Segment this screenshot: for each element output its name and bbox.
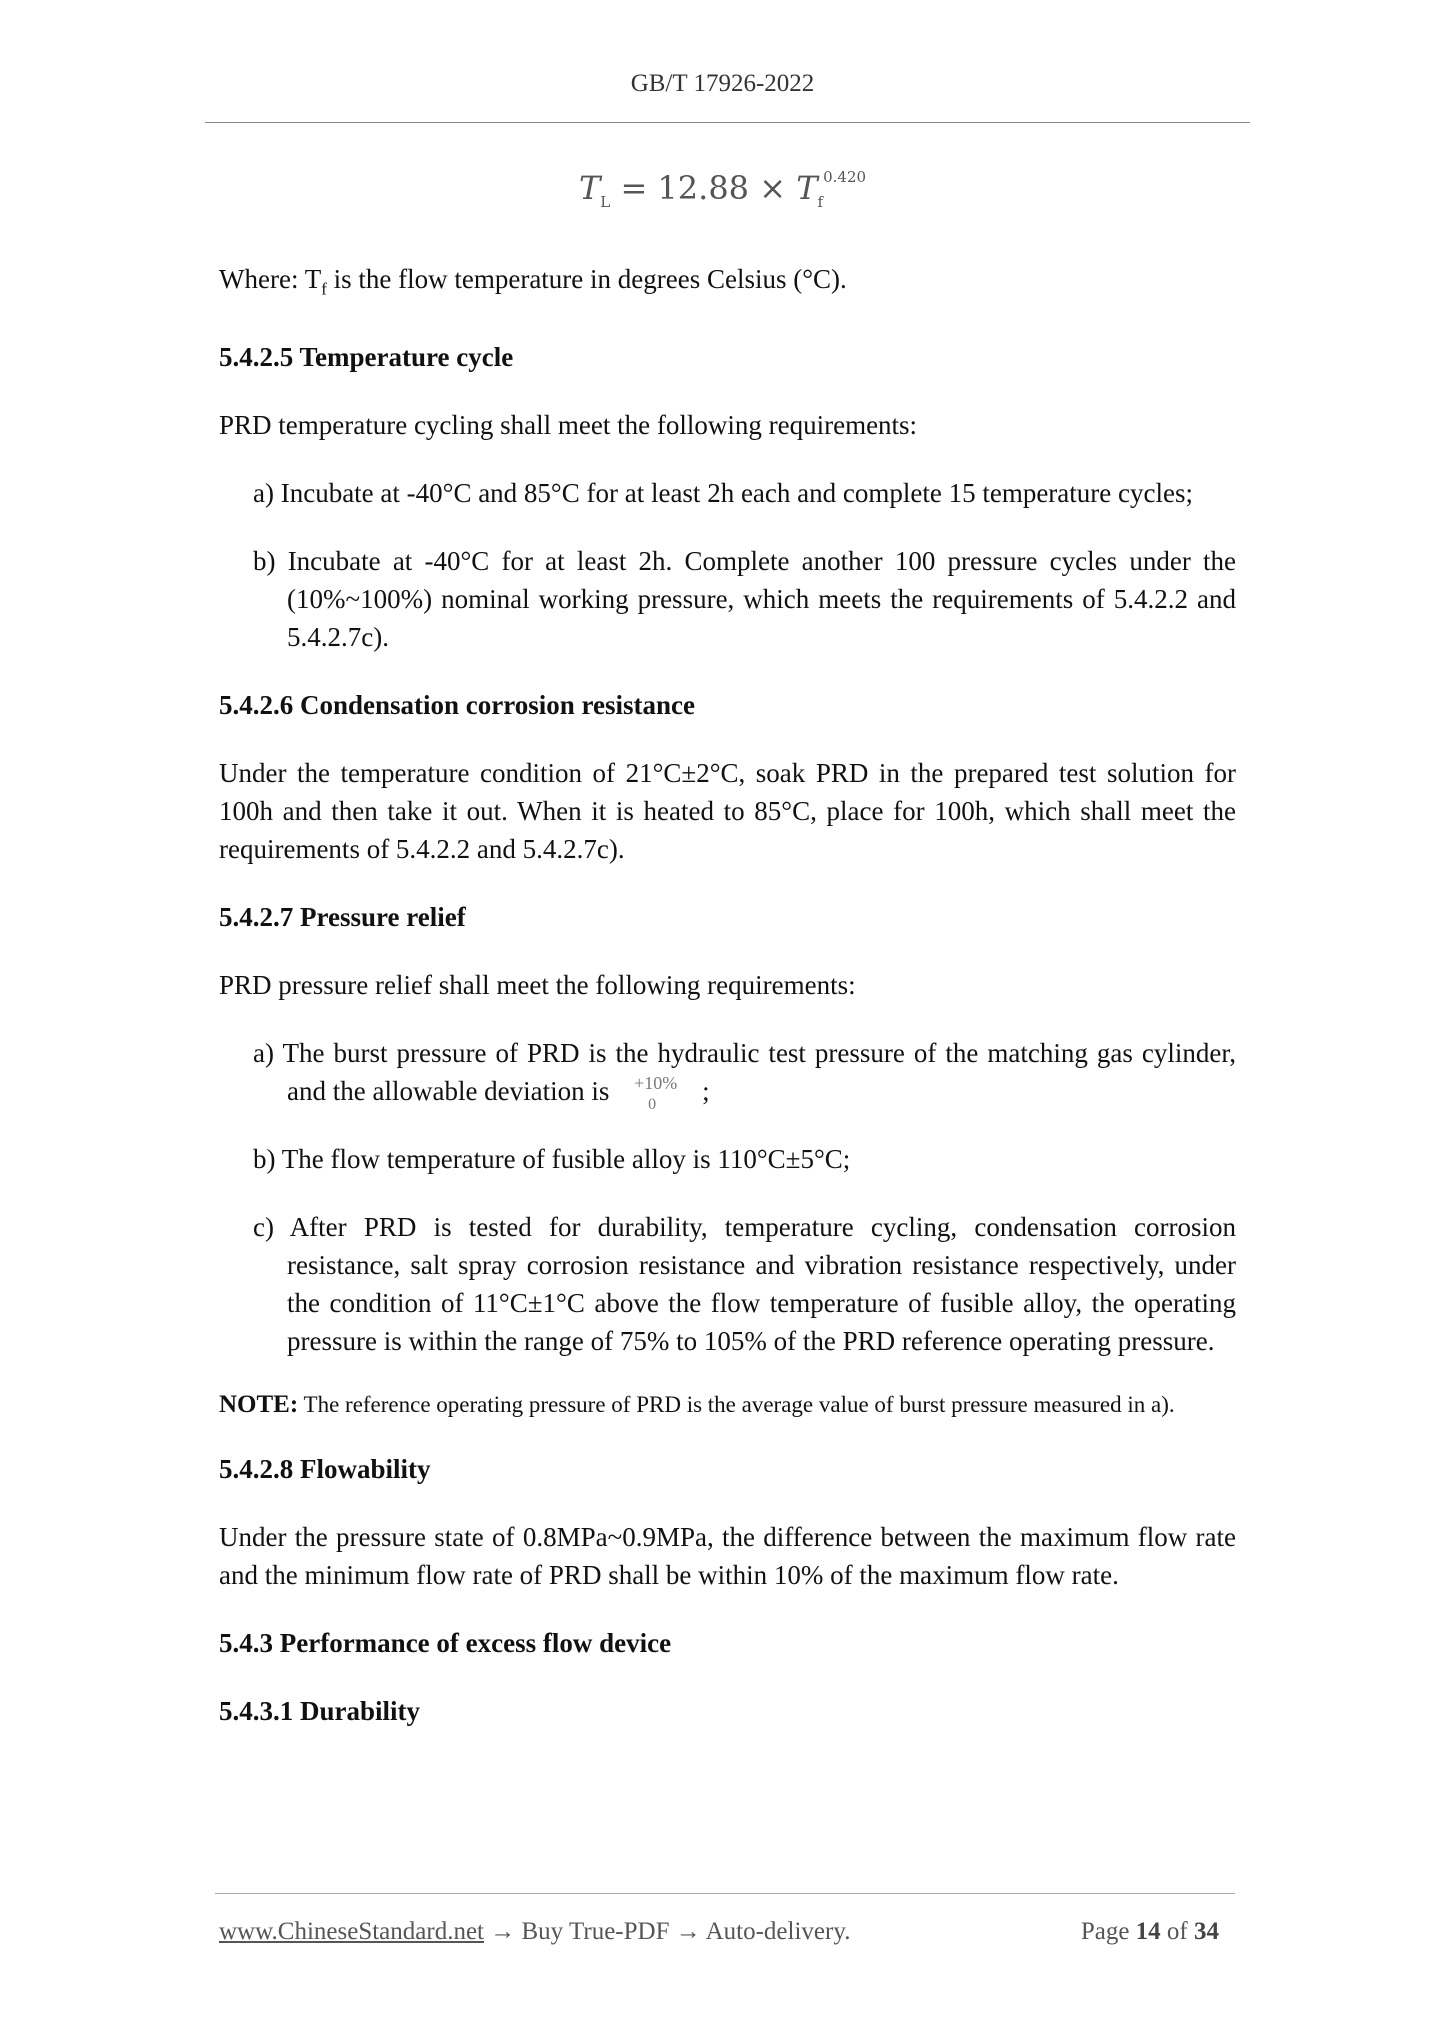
footer-divider — [215, 1893, 1235, 1894]
deviation-tolerance — [616, 1068, 702, 1120]
condensation-body: Under the temperature condition of 21°C±2°C, soak PRD in the prepared test solution for 100h and then take it out. When it is heated to 85°C, place for 100h, which shall meet the requirements of 5.4.2.2 and 5.4.2.7c). — [219, 758, 1236, 865]
formula-tl — [0, 168, 1445, 211]
page-body — [219, 260, 1236, 1760]
formula-rhs-sub: f — [817, 193, 824, 211]
item-a-text: a) The burst pressure of PRD is the hydraulic test pressure of the matching gas cylinder, and the allowable deviation is — [253, 1038, 1236, 1107]
heading-5-4-3: 5.4.3 Performance of excess flow device — [219, 1628, 672, 1659]
heading-5-4-2-5: 5.4.2.5 Temperature cycle — [219, 342, 514, 373]
temp-cycle-item-a: a) Incubate at -40°C and 85°C for at least 2h each and complete 15 temperature cycles; — [253, 478, 1193, 509]
note-label: NOTE: — [219, 1391, 299, 1419]
total-pages: 34 — [1194, 1918, 1219, 1945]
page-number: 14 — [1135, 1918, 1161, 1945]
where-paragraph — [219, 260, 1236, 308]
formula-coef: 12.88 × — [657, 169, 797, 207]
standard-code: GB/T 17926-2022 — [630, 70, 815, 97]
header-divider — [205, 122, 1250, 123]
note-text: The reference operating pressure of PRD is the average value of burst pressure measured in a). — [298, 1392, 1175, 1418]
footer-left — [219, 1918, 850, 1946]
heading-5-4-2-7: 5.4.2.7 Pressure relief — [219, 902, 466, 933]
where-rest: is the flow temperature in degrees Celsius (°C). — [326, 264, 847, 294]
pressure-relief-intro: PRD pressure relief shall meet the following requirements: — [219, 970, 856, 1001]
item-a-end: ; — [702, 1076, 710, 1107]
pressure-relief-item-c: c) After PRD is tested for durability, temperature cycling, condensation corrosion resistance, salt spray corrosion resistance and vibration resistance respectively, under the condition of 11°C±1°C above the flow temperature of fusible alloy, the operating pressure is within the range of 75% to 105% of the PRD reference operating pressure. — [253, 1212, 1236, 1357]
pressure-relief-item-b: b) The flow temperature of fusible alloy is 110°C±5°C; — [253, 1144, 851, 1175]
formula-rhs-var: T — [796, 169, 818, 207]
where-prefix: Where: T — [219, 264, 322, 294]
deviation-lower: 0 — [648, 1096, 657, 1114]
note-paragraph — [219, 1386, 1236, 1424]
page-label: Page — [1080, 1918, 1136, 1945]
page-indicator — [1081, 1918, 1219, 1946]
heading-5-4-2-8: 5.4.2.8 Flowability — [219, 1454, 431, 1485]
of-label: of — [1160, 1918, 1194, 1945]
where-sub: f — [321, 279, 327, 299]
deviation-upper: +10% — [634, 1073, 678, 1094]
formula-op: = — [610, 169, 658, 207]
heading-5-4-3-1: 5.4.3.1 Durability — [219, 1696, 421, 1727]
heading-5-4-2-6: 5.4.2.6 Condensation corrosion resistance — [219, 690, 696, 721]
temp-cycle-item-b: b) Incubate at -40°C for at least 2h. Complete another 100 pressure cycles under the (10%~100%) nominal working pressure, which meets the requirements of 5.4.2.2 and 5.4.2.7c). — [253, 546, 1236, 653]
footer-tagline: → Buy True-PDF → Auto-delivery. — [484, 1918, 851, 1945]
pressure-relief-item-a — [253, 1034, 1236, 1114]
formula-exponent: 0.420 — [823, 168, 867, 186]
flowability-body: Under the pressure state of 0.8MPa~0.9MPa, the difference between the maximum flow rate and the minimum flow rate of PRD shall be within 10% of the maximum flow rate. — [219, 1522, 1236, 1591]
site-link[interactable]: www.ChineseStandard.net — [219, 1918, 484, 1945]
temp-cycle-intro: PRD temperature cycling shall meet the following requirements: — [219, 410, 918, 441]
document-header — [0, 70, 1445, 98]
formula-lhs-var: T — [578, 169, 601, 207]
formula-lhs-sub: L — [600, 193, 611, 211]
